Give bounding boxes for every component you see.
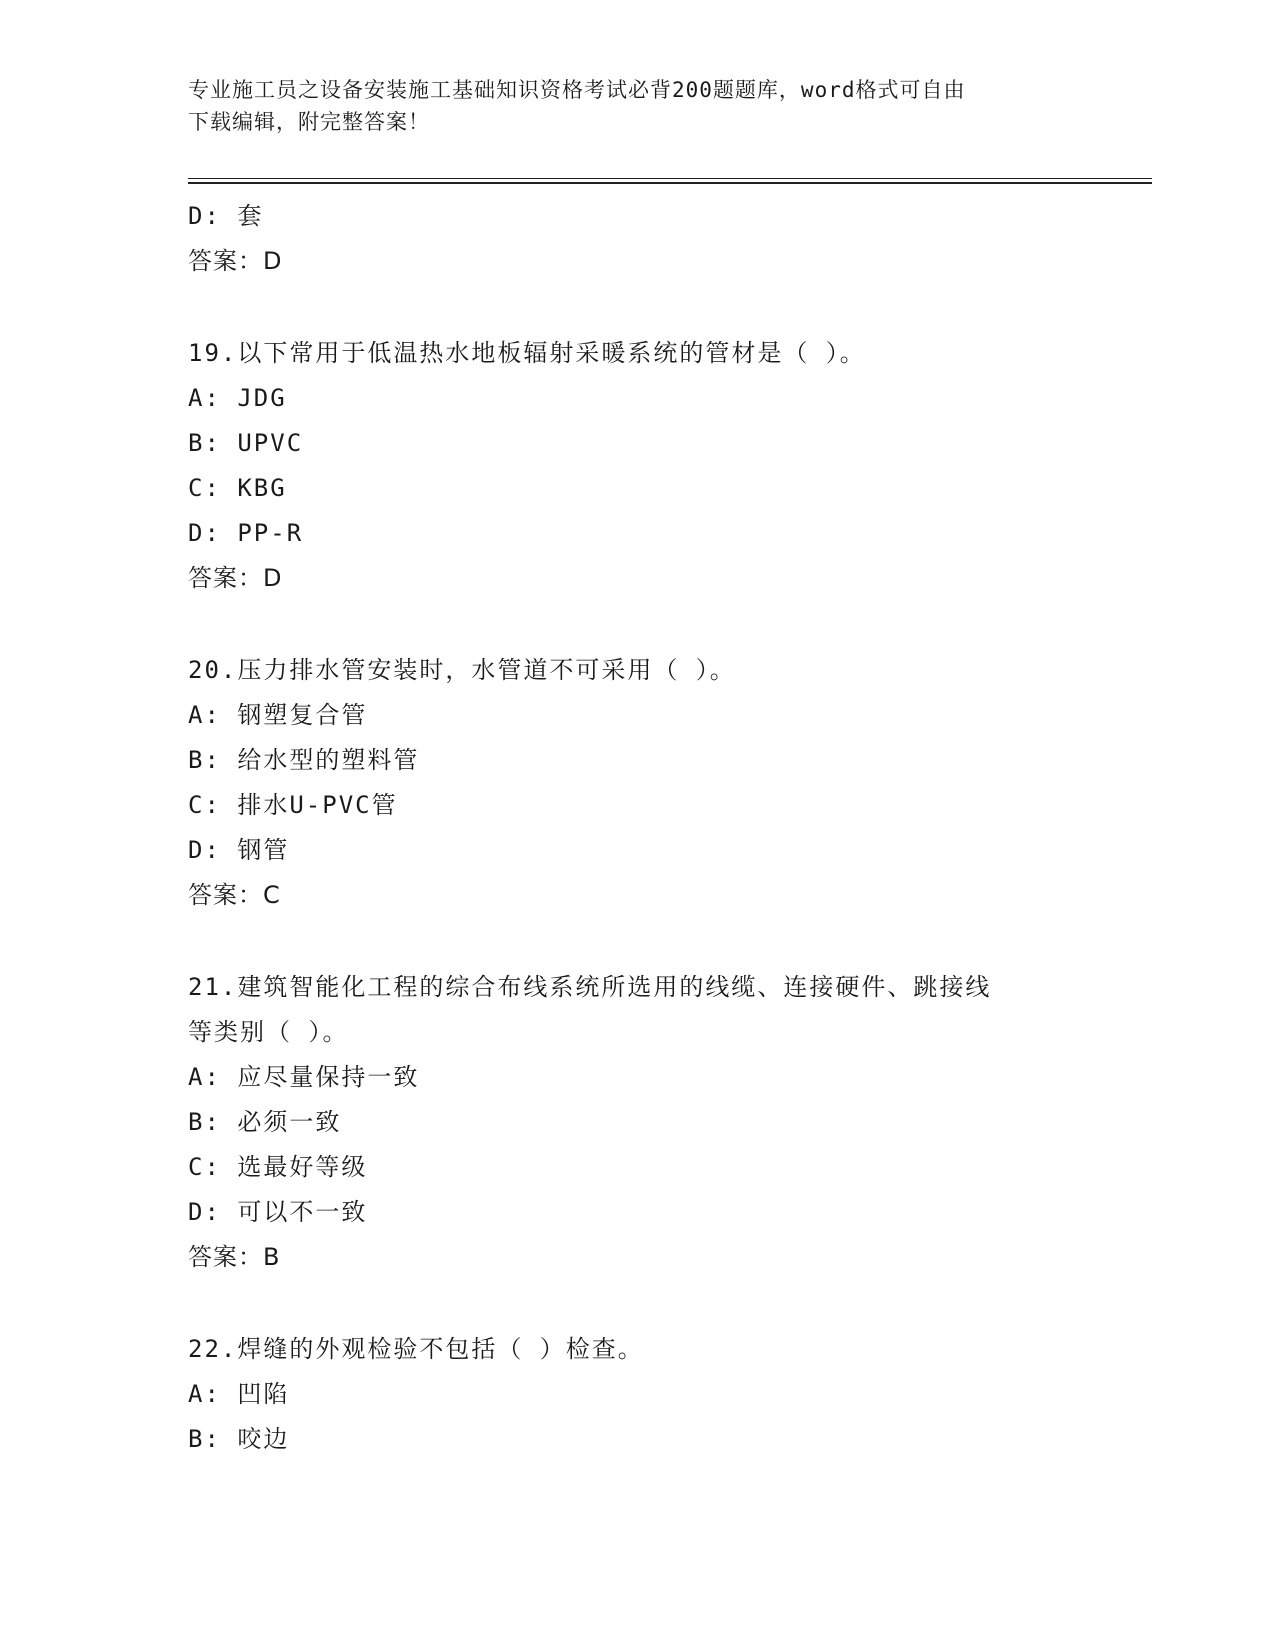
- previous-option-d: D: 套: [188, 202, 264, 230]
- option-b: B: 咬边: [188, 1425, 290, 1453]
- option-c: C: 选最好等级: [188, 1153, 368, 1181]
- document-header: [188, 74, 1088, 138]
- question-21: [188, 965, 1088, 1280]
- option-b: B: 必须一致: [188, 1108, 342, 1136]
- question-20: [188, 648, 1088, 918]
- option-a: A: 凹陷: [188, 1380, 290, 1408]
- question-stem: 22.焊缝的外观检验不包括（ ）检查。: [188, 1335, 644, 1363]
- question-stem: 19.以下常用于低温热水地板辐射采暖系统的管材是（ ）。: [188, 339, 866, 367]
- option-a: A: 应尽量保持一致: [188, 1063, 420, 1091]
- answer: 答案：C: [188, 881, 281, 909]
- question-list: [188, 194, 1088, 1462]
- header-divider-thick: [188, 182, 1152, 184]
- question-22: [188, 1327, 1088, 1462]
- option-a: A: JDG: [188, 384, 287, 412]
- header-line-1: 专业施工员之设备安装施工基础知识资格考试必背200题题库，word格式可自由: [188, 78, 966, 102]
- option-c: C: KBG: [188, 474, 287, 502]
- header-divider-thin: [188, 178, 1152, 179]
- question-stem: 21.建筑智能化工程的综合布线系统所选用的线缆、连接硬件、跳接线: [188, 973, 992, 1001]
- answer: 答案：D: [188, 564, 283, 592]
- answer: 答案：B: [188, 1243, 281, 1271]
- option-c: C: 排水U-PVC管: [188, 791, 398, 819]
- question-19: [188, 331, 1088, 601]
- previous-answer: 答案：D: [188, 247, 283, 275]
- option-b: B: UPVC: [188, 429, 304, 457]
- question-stem: 20.压力排水管安装时，水管道不可采用（ ）。: [188, 656, 736, 684]
- option-b: B: 给水型的塑料管: [188, 746, 420, 774]
- option-d: D: 钢管: [188, 836, 290, 864]
- option-d: D: PP-R: [188, 519, 304, 547]
- option-d: D: 可以不一致: [188, 1198, 368, 1226]
- question-stem-continued: 等类别（ ）。: [188, 1018, 349, 1046]
- header-line-2: 下载编辑，附完整答案！: [188, 110, 430, 134]
- option-a: A: 钢塑复合管: [188, 701, 368, 729]
